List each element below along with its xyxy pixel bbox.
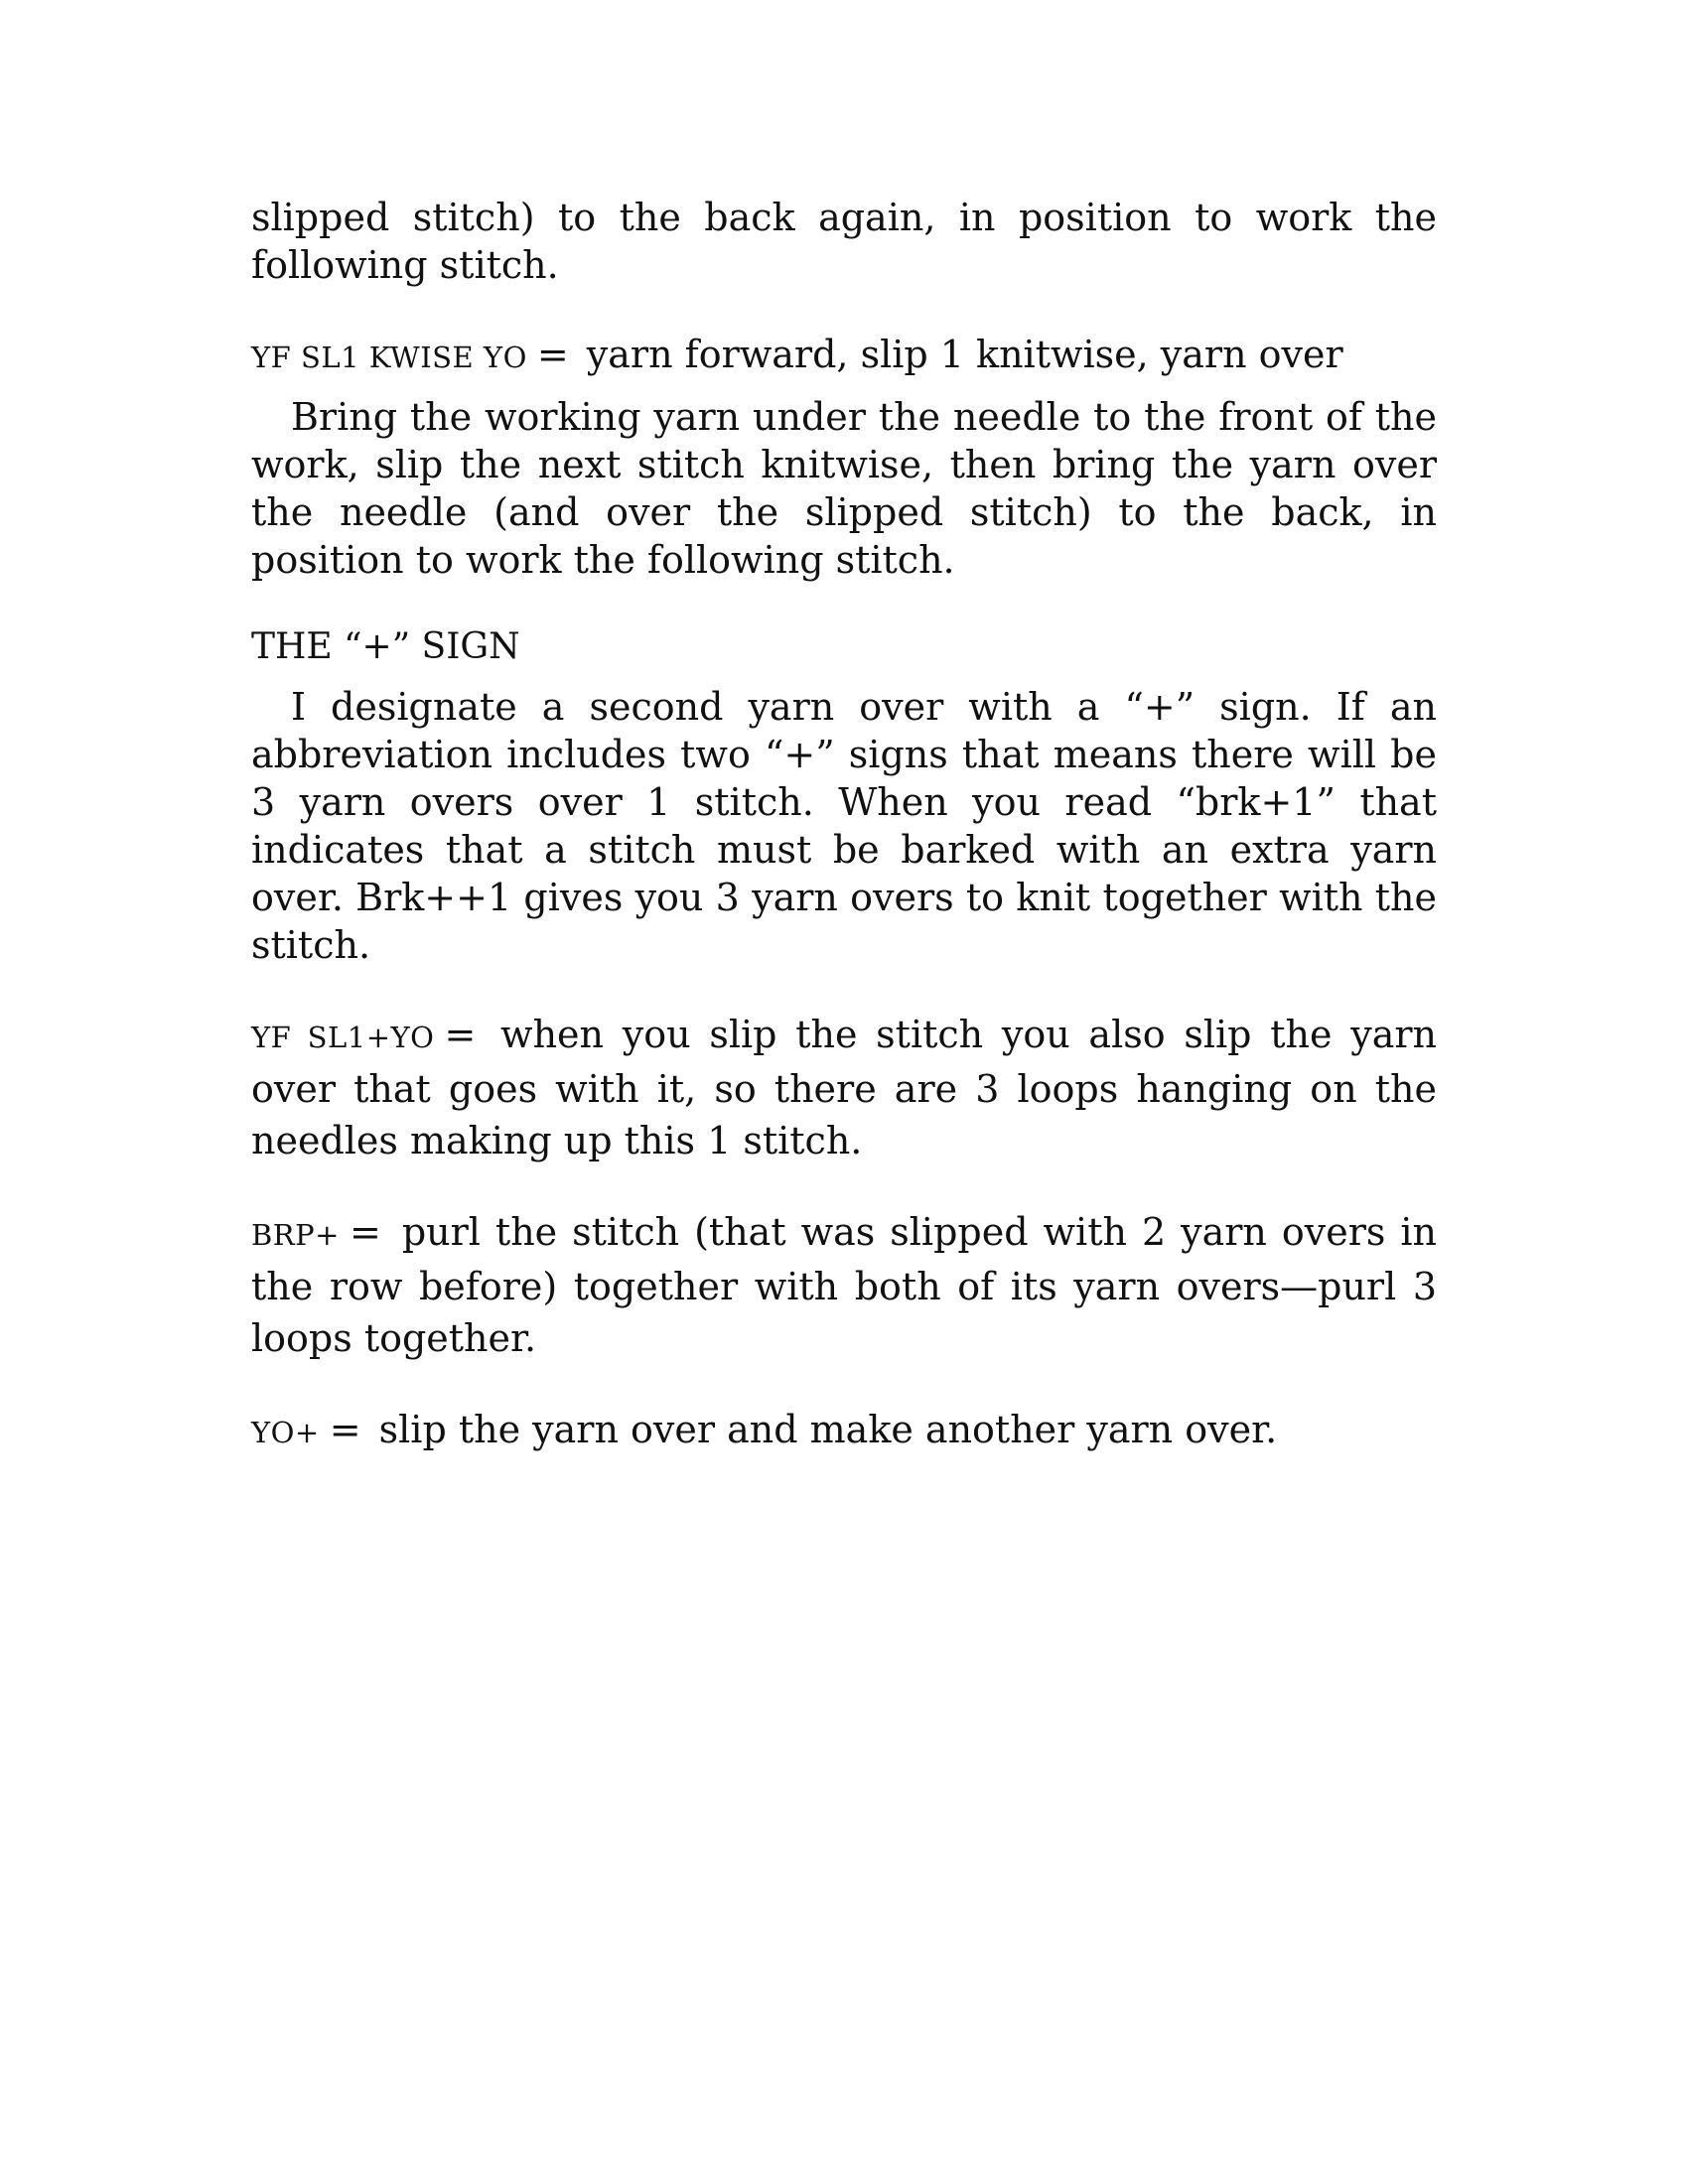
abbreviation-description: Bring the working yarn under the needle to the front of the work, slip the next stitch knitwise, then bring the yarn over the needle (and over the slipped stitch) to the back, in position to work the following stitch. [251, 395, 1437, 582]
equals-sign: = [444, 1013, 477, 1056]
abbreviation-entry-yo-plus [251, 1404, 1437, 1458]
abbreviation-term: BRP+ [251, 1218, 340, 1252]
abbreviation-entry-yf-sl1-plus-yo [251, 1009, 1437, 1166]
equals-sign: = [536, 333, 569, 376]
section-body: I designate a second yarn over with a “+” sign. If an abbreviation includes two “+” signs that means there will be 3 yarn overs over 1 stitch. When you read “brk+1” that indicates that a stitch must be barked with an extra yarn over. Brk++1 gives you 3 yarn overs to knit together with the stitch. [251, 685, 1437, 967]
section-heading: THE “+” SIGN [251, 626, 520, 667]
intro-continuation: slipped stitch) to the back again, in position to work the following stitch. [251, 196, 1437, 287]
abbreviation-term: YO+ [251, 1416, 320, 1449]
abbreviation-definition: slip the yarn over and make another yarn over. [378, 1408, 1278, 1451]
abbreviation-definition: yarn forward, slip 1 knitwise, yarn over [586, 333, 1343, 376]
equals-sign: = [349, 1210, 381, 1254]
equals-sign: = [329, 1408, 361, 1451]
abbreviation-entry-brp-plus [251, 1206, 1437, 1364]
abbreviation-entry-yf-sl1-kwise-yo [251, 329, 1437, 383]
abbreviation-term: YF SL1 KWISE YO [251, 341, 527, 374]
abbreviation-term: YF SL1+YO [251, 1021, 435, 1054]
abbreviation-definition: when you slip the stitch you also slip the yarn over that goes with it, so there are 3 loops hanging on the needles making up this 1 stitch. [251, 1013, 1437, 1162]
page-content [251, 194, 1437, 1498]
abbreviation-definition: purl the stitch (that was slipped with 2 yarn overs in the row before) together with both of its yarn overs—purl 3 loops together. [251, 1210, 1437, 1360]
